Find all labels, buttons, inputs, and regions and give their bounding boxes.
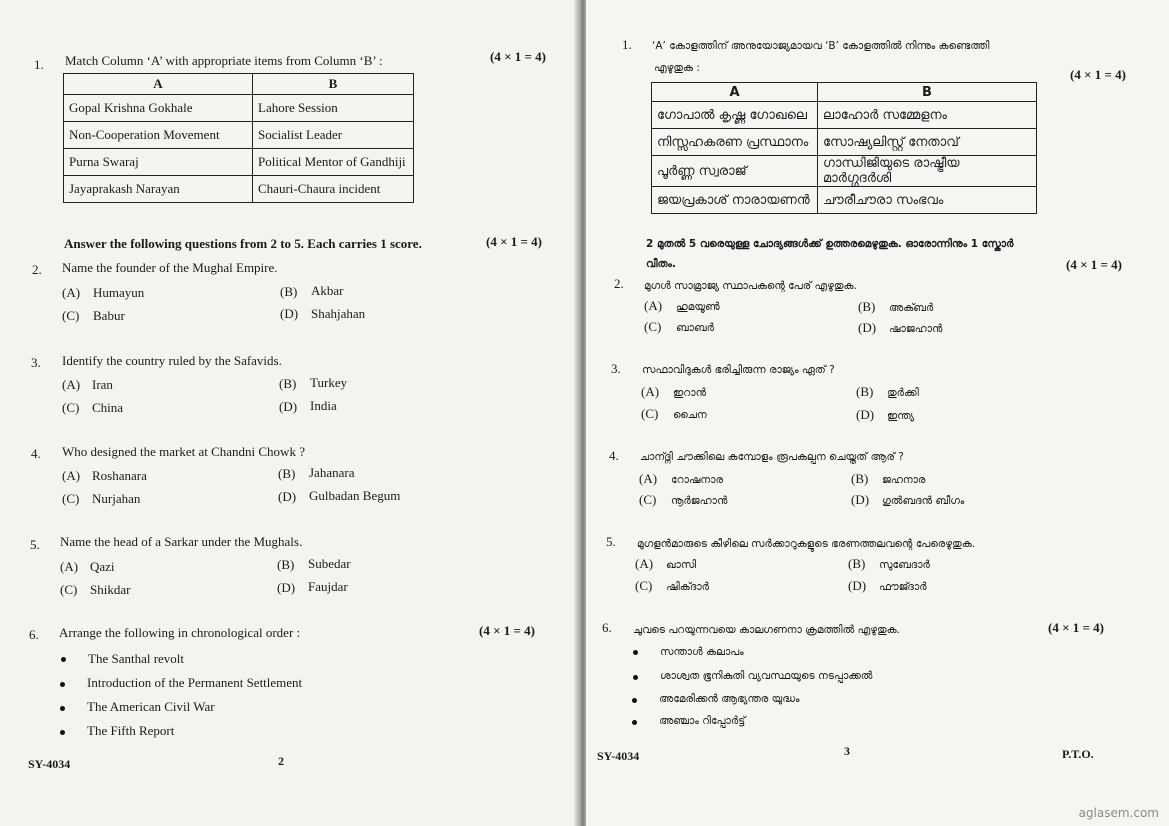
q6-marks-ml: (4 × 1 = 4) — [1048, 620, 1104, 635]
bullet-icon — [633, 650, 638, 655]
watermark: aglasem.com — [1078, 806, 1159, 820]
q6-item-4: The Fifth Report — [87, 723, 175, 738]
q1-text-ml-line2: എഴുതുക : — [654, 62, 700, 74]
q2-option-b-ml: അക്ബർ — [889, 302, 934, 314]
q6-item-1: The Santhal revolt — [88, 651, 185, 666]
match-table-english — [63, 73, 414, 203]
cell-a: Jayaprakash Narayan — [64, 176, 253, 203]
q3-option-c-ml: ചൈന — [673, 409, 707, 421]
table-header-b: B — [818, 83, 1037, 102]
q5-number: 5. — [30, 537, 40, 552]
cell-b: Chauri-Chaura incident — [253, 176, 414, 203]
q4-text: Who designed the market at Chandni Chowk ? — [62, 444, 305, 459]
cell-b: ചൗരീചൗരാ സംഭവം — [818, 187, 1037, 214]
cell-b: Socialist Leader — [253, 122, 414, 149]
q3-option-a: Iran — [92, 377, 113, 392]
q1-marks: (4 × 1 = 4) — [490, 49, 546, 64]
bullet-icon — [632, 720, 637, 725]
q2-option-d-label-ml: (D) — [858, 320, 877, 335]
table-row — [652, 187, 1037, 214]
footer-pto: P.T.O. — [1062, 747, 1094, 761]
q3-option-b-label: (B) — [279, 376, 297, 391]
q1-text: Match Column ‘A’ with appropriate items from Column ‘B’ : — [65, 53, 383, 68]
q4-number: 4. — [31, 446, 41, 461]
q3-option-b: Turkey — [310, 375, 348, 390]
footer-code-right: SY-4034 — [597, 749, 640, 763]
q5-option-b-ml: സുബേദാർ — [879, 559, 930, 571]
q5-text: Name the head of a Sarkar under the Mughals. — [60, 534, 303, 549]
instruction-text-ml-line1: 2 മുതൽ 5 വരെയുള്ള ചോദ്യങ്ങൾക്ക് ഉത്തരമെഴുതുക. ഓരോന്നിനും 1 സ്കോർ — [646, 238, 1014, 250]
cell-b: ഗാന്ധിജിയുടെ രാഷ്ട്രീയ മാർഗ്ഗദർശി — [818, 156, 1037, 187]
bullet-icon — [60, 682, 65, 687]
cell-a: Non-Cooperation Movement — [64, 122, 253, 149]
q3-option-c-label-ml: (C) — [641, 406, 659, 421]
q5-option-c: Shikdar — [90, 582, 131, 597]
q3-option-d-label: (D) — [279, 399, 298, 414]
q6-number: 6. — [29, 627, 39, 642]
q3-number: 3. — [31, 355, 41, 370]
q2-option-b: Akbar — [311, 283, 344, 298]
q1-number-ml: 1. — [622, 37, 632, 52]
right-page-malayalam — [586, 0, 1169, 826]
q2-option-a: Humayun — [93, 285, 145, 300]
q5-option-d: Faujdar — [308, 579, 348, 594]
cell-b: Political Mentor of Gandhiji — [253, 149, 414, 176]
table-row — [652, 156, 1037, 187]
q6-item-3: The American Civil War — [87, 699, 215, 714]
left-page-english — [0, 0, 578, 826]
table-row — [64, 176, 414, 203]
q6-text: Arrange the following in chronological order : — [59, 625, 301, 640]
q3-option-d-ml: ഇന്ത്യ — [887, 410, 915, 422]
q3-number-ml: 3. — [611, 361, 621, 376]
q2-option-a-label: (A) — [62, 285, 81, 300]
q5-option-d-label: (D) — [277, 580, 296, 595]
q3-option-b-ml: തുർക്കി — [887, 387, 919, 399]
cell-a: Purna Swaraj — [64, 149, 253, 176]
q6-item-1-ml: സന്താൾ കലാപം — [660, 646, 744, 658]
q4-option-a-ml: റോഷനാര — [671, 474, 723, 486]
q2-option-c: Babur — [93, 308, 125, 323]
table-row — [64, 122, 414, 149]
q4-option-b-ml: ജഹനാര — [882, 474, 926, 486]
q3-option-a-label: (A) — [62, 377, 81, 392]
cell-a: ജയപ്രകാശ് നാരായണൻ — [652, 187, 818, 214]
table-row — [64, 149, 414, 176]
bullet-icon — [633, 675, 638, 680]
q4-option-c-label: (C) — [62, 491, 80, 506]
cell-a: ഗോപാൽ കൃഷ്ണ ഗോഖലെ — [652, 102, 818, 129]
q5-option-b-label: (B) — [277, 557, 295, 572]
bullet-icon — [60, 706, 65, 711]
q2-text-ml: മുഗൾ സാമ്രാജ്യ സ്ഥാപകന്റെ പേര് എഴുതുക. — [644, 280, 857, 292]
q4-option-a-label: (A) — [62, 468, 81, 483]
q1-number: 1. — [34, 57, 44, 72]
q2-option-c-label-ml: (C) — [644, 319, 662, 334]
q4-option-d-label: (D) — [278, 489, 297, 504]
q2-option-d-label: (D) — [280, 306, 299, 321]
q5-option-b-label-ml: (B) — [848, 556, 866, 571]
q2-option-b-label-ml: (B) — [858, 299, 876, 314]
q1-text-ml-line1: ‘A’ കോളത്തിന് അനുയോജ്യമായവ ‘B’ കോളത്തിൽ നിന്നും കണ്ടെത്തി — [652, 40, 990, 52]
q5-option-b: Subedar — [308, 556, 351, 571]
cell-a: പൂർണ്ണ സ്വരാജ് — [652, 156, 818, 187]
cell-a: നിസ്സഹകരണ പ്രസ്ഥാനം — [652, 129, 818, 156]
q4-option-a-label-ml: (A) — [639, 471, 658, 486]
q2-number: 2. — [32, 262, 42, 277]
q5-number-ml: 5. — [606, 534, 616, 549]
table-header-a: A — [64, 74, 253, 95]
q4-option-c: Nurjahan — [92, 491, 141, 506]
q6-text-ml: ചുവടെ പറയുന്നവയെ കാലഗണനാ ക്രമത്തിൽ എഴുതുക. — [633, 624, 900, 636]
table-row — [64, 95, 414, 122]
q2-option-c-label: (C) — [62, 308, 80, 323]
q4-option-b-label-ml: (B) — [851, 471, 869, 486]
q3-text-ml: സഫാവിദുകൾ ഭരിച്ചിരുന്ന രാജ്യം ഏത് ? — [642, 364, 835, 376]
q4-option-b-label: (B) — [278, 466, 296, 481]
q4-text-ml: ചാന്ദ്നി ചൗക്കിലെ കമ്പോളം രൂപകല്പന ചെയ്തത് ആര് ? — [640, 451, 904, 463]
q3-option-c-label: (C) — [62, 400, 80, 415]
q3-option-d-label-ml: (D) — [856, 407, 875, 422]
q6-number-ml: 6. — [602, 620, 612, 635]
q5-option-c-label-ml: (C) — [635, 578, 653, 593]
q4-option-d-ml: ഗുൽബദൻ ബീഗം — [882, 495, 965, 507]
q2-option-d: Shahjahan — [311, 306, 366, 321]
instruction-marks: (4 × 1 = 4) — [486, 234, 542, 249]
q6-item-2-ml: ശാശ്വത ഭൂനികുതി വ്യവസ്ഥയുടെ നടപ്പാക്കൽ — [660, 670, 873, 682]
q4-option-d-label-ml: (D) — [851, 492, 870, 507]
footer-page-number-right: 3 — [844, 744, 850, 758]
q2-option-b-label: (B) — [280, 284, 298, 299]
q3-option-c: China — [92, 400, 124, 415]
q1-marks-ml: (4 × 1 = 4) — [1070, 67, 1126, 82]
bullet-icon — [60, 730, 65, 735]
q3-option-a-label-ml: (A) — [641, 384, 660, 399]
cell-b: ലാഹോർ സമ്മേളനം — [818, 102, 1037, 129]
q6-item-3-ml: അമേരിക്കൻ ആഭ്യന്തര യുദ്ധം — [659, 693, 800, 705]
bullet-icon — [632, 698, 637, 703]
q5-option-c-label: (C) — [60, 582, 78, 597]
q2-option-c-ml: ബാബർ — [676, 322, 714, 334]
bullet-icon — [61, 657, 66, 662]
q4-option-c-ml: നൂർജഹാൻ — [671, 495, 728, 507]
instruction-marks-ml: (4 × 1 = 4) — [1066, 257, 1122, 272]
q4-option-d: Gulbadan Begum — [309, 488, 401, 503]
q3-text: Identify the country ruled by the Safavids. — [62, 353, 282, 368]
instruction-text-ml-line2: വീതം. — [646, 258, 676, 270]
footer-page-number-left: 2 — [278, 754, 284, 768]
q2-text: Name the founder of the Mughal Empire. — [62, 260, 278, 275]
q5-option-d-ml: ഫൗജ്ദാർ — [879, 581, 927, 593]
q5-option-c-ml: ഷിക്ദാർ — [666, 581, 709, 593]
q2-option-d-ml: ഷാജഹാൻ — [889, 323, 943, 335]
instruction-text: Answer the following questions from 2 to 5. Each carries 1 score. — [64, 236, 422, 251]
q3-option-a-ml: ഇറാൻ — [673, 387, 707, 399]
match-table-malayalam — [651, 82, 1037, 214]
q5-option-a-label: (A) — [60, 559, 79, 574]
q5-option-a-ml: ഖാസി — [666, 559, 697, 571]
q3-option-b-label-ml: (B) — [856, 384, 874, 399]
table-row — [652, 129, 1037, 156]
q6-item-4-ml: അഞ്ചാം റിപ്പോർട്ട് — [659, 715, 746, 727]
q6-marks: (4 × 1 = 4) — [479, 623, 535, 638]
q5-option-d-label-ml: (D) — [848, 578, 867, 593]
cell-a: Gopal Krishna Gokhale — [64, 95, 253, 122]
cell-b: സോഷ്യലിസ്റ്റ് നേതാവ് — [818, 129, 1037, 156]
q5-option-a-label-ml: (A) — [635, 556, 654, 571]
table-header-b: B — [253, 74, 414, 95]
table-header-a: A — [652, 83, 818, 102]
q5-text-ml: മുഗളൻമാരുടെ കീഴിലെ സർക്കാറുകളുടെ ഭരണത്തലവന്റെ പേരെഴുതുക. — [637, 538, 976, 550]
q5-option-a: Qazi — [90, 559, 115, 574]
q4-option-a: Roshanara — [92, 468, 147, 483]
cell-b: Lahore Session — [253, 95, 414, 122]
q2-number-ml: 2. — [614, 276, 624, 291]
q2-option-a-ml: ഹുമയൂൺ — [676, 301, 720, 313]
q2-option-a-label-ml: (A) — [644, 298, 663, 313]
q6-item-2: Introduction of the Permanent Settlement — [87, 675, 303, 690]
q4-option-c-label-ml: (C) — [639, 492, 657, 507]
table-row — [652, 102, 1037, 129]
q3-option-d: India — [310, 398, 337, 413]
footer-code-left: SY-4034 — [28, 757, 71, 771]
q4-option-b: Jahanara — [309, 465, 355, 480]
q4-number-ml: 4. — [609, 448, 619, 463]
